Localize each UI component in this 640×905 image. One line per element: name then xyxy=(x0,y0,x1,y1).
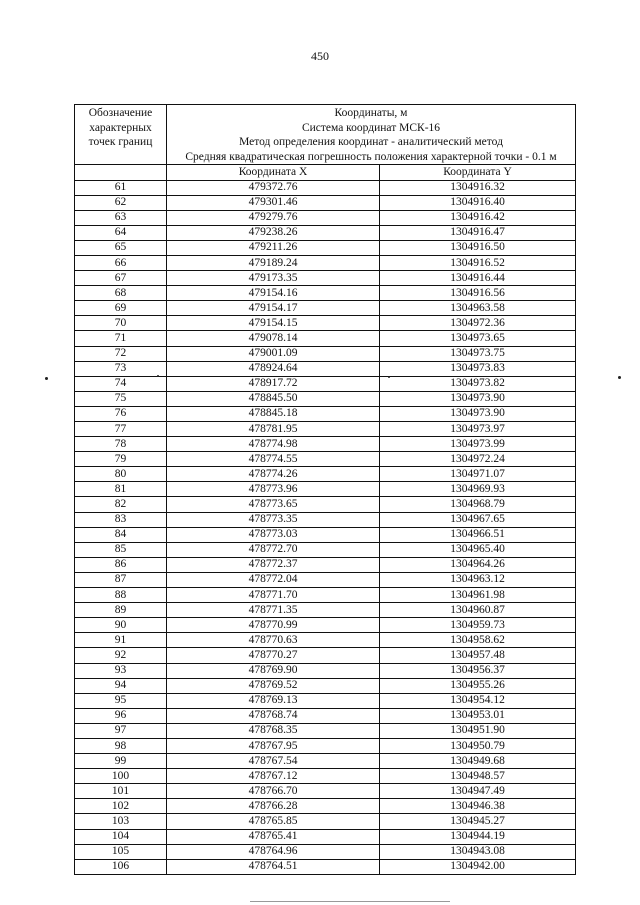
coordinates-table xyxy=(74,104,576,875)
table-row xyxy=(75,814,576,829)
x-coordinate-cell: 478924.64 xyxy=(167,361,380,376)
y-coordinate-cell: 1304973.75 xyxy=(380,346,576,361)
point-number-cell: 72 xyxy=(75,346,167,361)
table-row xyxy=(75,678,576,693)
point-number-cell: 103 xyxy=(75,814,167,829)
y-coordinate-cell: 1304972.24 xyxy=(380,452,576,467)
point-number-cell: 98 xyxy=(75,738,167,753)
point-number-cell: 64 xyxy=(75,225,167,240)
y-coordinate-header: Координата Y xyxy=(380,165,576,181)
y-coordinate-cell: 1304944.19 xyxy=(380,829,576,844)
table-row xyxy=(75,331,576,346)
table-row xyxy=(75,346,576,361)
table-row xyxy=(75,497,576,512)
y-coordinate-cell: 1304916.50 xyxy=(380,240,576,255)
y-coordinate-cell: 1304958.62 xyxy=(380,633,576,648)
table-row xyxy=(75,437,576,452)
table-row xyxy=(75,210,576,225)
table-row xyxy=(75,467,576,482)
x-coordinate-cell: 478769.90 xyxy=(167,663,380,678)
y-coordinate-cell: 1304943.08 xyxy=(380,844,576,859)
x-coordinate-cell: 478769.13 xyxy=(167,693,380,708)
y-coordinate-cell: 1304968.79 xyxy=(380,497,576,512)
y-coordinate-cell: 1304947.49 xyxy=(380,784,576,799)
y-coordinate-cell: 1304957.48 xyxy=(380,648,576,663)
y-coordinate-cell: 1304949.68 xyxy=(380,754,576,769)
table-row xyxy=(75,527,576,542)
point-number-cell: 102 xyxy=(75,799,167,814)
x-coordinate-cell: 478771.70 xyxy=(167,588,380,603)
x-coordinate-cell: 479301.46 xyxy=(167,195,380,210)
point-number-cell: 90 xyxy=(75,618,167,633)
table-row xyxy=(75,754,576,769)
scan-speck-left xyxy=(45,377,48,380)
point-number-cell: 105 xyxy=(75,844,167,859)
y-coordinate-cell: 1304954.12 xyxy=(380,693,576,708)
y-coordinate-cell: 1304942.00 xyxy=(380,859,576,874)
y-coordinate-cell: 1304945.27 xyxy=(380,814,576,829)
x-coordinate-cell: 478767.12 xyxy=(167,769,380,784)
x-coordinate-cell: 478767.54 xyxy=(167,754,380,769)
y-coordinate-cell: 1304916.56 xyxy=(380,286,576,301)
y-coordinate-cell: 1304950.79 xyxy=(380,738,576,753)
x-coordinate-cell: 478773.35 xyxy=(167,512,380,527)
table-row xyxy=(75,255,576,270)
y-coordinate-cell: 1304946.38 xyxy=(380,799,576,814)
table-row xyxy=(75,663,576,678)
table-row xyxy=(75,512,576,527)
y-coordinate-cell: 1304916.40 xyxy=(380,195,576,210)
point-number-cell: 76 xyxy=(75,406,167,421)
table-row xyxy=(75,784,576,799)
scan-speck-cell xyxy=(157,375,159,377)
table-row xyxy=(75,376,576,391)
y-coordinate-cell: 1304966.51 xyxy=(380,527,576,542)
point-number-cell: 70 xyxy=(75,316,167,331)
y-coordinate-cell: 1304967.65 xyxy=(380,512,576,527)
x-coordinate-cell: 478771.35 xyxy=(167,603,380,618)
x-coordinate-cell: 479372.76 xyxy=(167,180,380,195)
point-number-cell: 106 xyxy=(75,859,167,874)
x-coordinate-cell: 478768.35 xyxy=(167,723,380,738)
table-row xyxy=(75,708,576,723)
header-title-line: Метод определения координат - аналитический метод xyxy=(239,136,503,148)
y-coordinate-cell: 1304973.82 xyxy=(380,376,576,391)
table-row xyxy=(75,557,576,572)
y-coordinate-cell: 1304960.87 xyxy=(380,603,576,618)
table-row xyxy=(75,452,576,467)
point-number-cell: 63 xyxy=(75,210,167,225)
point-number-cell: 74 xyxy=(75,376,167,391)
table-row xyxy=(75,240,576,255)
point-number-cell: 75 xyxy=(75,391,167,406)
table-row xyxy=(75,859,576,874)
header-title-line: Средняя квадратическая погрешность положения характерной точки - 0.1 м xyxy=(185,150,557,163)
scan-edge-line xyxy=(250,901,450,902)
table-row xyxy=(75,769,576,784)
y-coordinate-cell: 1304973.90 xyxy=(380,406,576,421)
table-row xyxy=(75,633,576,648)
point-number-cell: 97 xyxy=(75,723,167,738)
point-number-cell: 91 xyxy=(75,633,167,648)
x-coordinate-cell: 478781.95 xyxy=(167,422,380,437)
table-row xyxy=(75,422,576,437)
table-row xyxy=(75,225,576,240)
table-row xyxy=(75,406,576,421)
point-number-cell: 93 xyxy=(75,663,167,678)
point-number-cell: 82 xyxy=(75,497,167,512)
x-coordinate-cell: 478773.96 xyxy=(167,482,380,497)
x-coordinate-cell: 479001.09 xyxy=(167,346,380,361)
point-number-cell: 71 xyxy=(75,331,167,346)
table-row xyxy=(75,316,576,331)
y-coordinate-cell: 1304973.65 xyxy=(380,331,576,346)
point-number-cell: 92 xyxy=(75,648,167,663)
x-coordinate-cell: 478845.50 xyxy=(167,391,380,406)
point-number-cell: 95 xyxy=(75,693,167,708)
point-number-cell: 67 xyxy=(75,271,167,286)
scan-speck-cell xyxy=(388,376,390,378)
point-number-cell: 85 xyxy=(75,542,167,557)
y-coordinate-cell: 1304964.26 xyxy=(380,557,576,572)
x-coordinate-cell: 478770.99 xyxy=(167,618,380,633)
x-coordinate-cell: 478774.55 xyxy=(167,452,380,467)
x-coordinate-cell: 478770.63 xyxy=(167,633,380,648)
table-row xyxy=(75,844,576,859)
x-coordinate-cell: 478772.70 xyxy=(167,542,380,557)
point-number-cell: 99 xyxy=(75,754,167,769)
table-row xyxy=(75,542,576,557)
page-number: 450 xyxy=(311,49,329,63)
table-row xyxy=(75,603,576,618)
x-coordinate-header: Координата X xyxy=(167,165,380,181)
y-coordinate-cell: 1304916.47 xyxy=(380,225,576,240)
x-coordinate-cell: 478768.74 xyxy=(167,708,380,723)
table-row xyxy=(75,738,576,753)
coordinates-system-header xyxy=(167,105,576,165)
table-row xyxy=(75,195,576,210)
x-coordinate-cell: 479154.17 xyxy=(167,301,380,316)
blank-header-cell xyxy=(75,165,167,181)
table-row xyxy=(75,799,576,814)
y-coordinate-cell: 1304956.37 xyxy=(380,663,576,678)
point-number-cell: 96 xyxy=(75,708,167,723)
table-row xyxy=(75,723,576,738)
x-coordinate-cell: 478770.27 xyxy=(167,648,380,663)
table-row xyxy=(75,271,576,286)
table-row xyxy=(75,572,576,587)
table-row xyxy=(75,301,576,316)
point-number-cell: 66 xyxy=(75,255,167,270)
x-coordinate-cell: 478917.72 xyxy=(167,376,380,391)
x-coordinate-cell: 478769.52 xyxy=(167,678,380,693)
point-number-cell: 86 xyxy=(75,557,167,572)
point-number-cell: 104 xyxy=(75,829,167,844)
point-number-cell: 78 xyxy=(75,437,167,452)
x-coordinate-cell: 478773.03 xyxy=(167,527,380,542)
y-coordinate-cell: 1304965.40 xyxy=(380,542,576,557)
point-number-cell: 88 xyxy=(75,588,167,603)
y-coordinate-cell: 1304963.58 xyxy=(380,301,576,316)
y-coordinate-cell: 1304969.93 xyxy=(380,482,576,497)
x-coordinate-cell: 478767.95 xyxy=(167,738,380,753)
header-title-line: Координаты, м xyxy=(334,107,408,119)
point-number-cell: 84 xyxy=(75,527,167,542)
x-coordinate-cell: 479189.24 xyxy=(167,255,380,270)
table-row xyxy=(75,618,576,633)
y-coordinate-cell: 1304963.12 xyxy=(380,572,576,587)
y-coordinate-cell: 1304953.01 xyxy=(380,708,576,723)
table-body xyxy=(75,180,576,874)
scan-speck-right xyxy=(618,376,621,379)
table-header xyxy=(75,105,576,181)
y-coordinate-cell: 1304973.83 xyxy=(380,361,576,376)
y-coordinate-cell: 1304955.26 xyxy=(380,678,576,693)
x-coordinate-cell: 478765.41 xyxy=(167,829,380,844)
x-coordinate-cell: 478772.04 xyxy=(167,572,380,587)
table-row xyxy=(75,648,576,663)
point-number-cell: 83 xyxy=(75,512,167,527)
x-coordinate-cell: 478774.26 xyxy=(167,467,380,482)
point-number-cell: 61 xyxy=(75,180,167,195)
point-number-cell: 73 xyxy=(75,361,167,376)
point-number-cell: 80 xyxy=(75,467,167,482)
y-coordinate-cell: 1304973.99 xyxy=(380,437,576,452)
y-coordinate-cell: 1304916.52 xyxy=(380,255,576,270)
point-number-cell: 68 xyxy=(75,286,167,301)
y-coordinate-cell: 1304959.73 xyxy=(380,618,576,633)
x-coordinate-cell: 479154.16 xyxy=(167,286,380,301)
point-number-cell: 94 xyxy=(75,678,167,693)
x-coordinate-cell: 478765.85 xyxy=(167,814,380,829)
point-number-cell: 87 xyxy=(75,572,167,587)
y-coordinate-cell: 1304948.57 xyxy=(380,769,576,784)
point-number-cell: 89 xyxy=(75,603,167,618)
x-coordinate-cell: 479279.76 xyxy=(167,210,380,225)
x-coordinate-cell: 478764.51 xyxy=(167,859,380,874)
x-coordinate-cell: 479173.35 xyxy=(167,271,380,286)
x-coordinate-cell: 478774.98 xyxy=(167,437,380,452)
x-coordinate-cell: 478766.28 xyxy=(167,799,380,814)
y-coordinate-cell: 1304971.07 xyxy=(380,467,576,482)
y-coordinate-cell: 1304916.42 xyxy=(380,210,576,225)
x-coordinate-cell: 478766.70 xyxy=(167,784,380,799)
table-row xyxy=(75,180,576,195)
point-number-cell: 81 xyxy=(75,482,167,497)
table-row xyxy=(75,391,576,406)
x-coordinate-cell: 479238.26 xyxy=(167,225,380,240)
table-row xyxy=(75,482,576,497)
y-coordinate-cell: 1304951.90 xyxy=(380,723,576,738)
y-coordinate-cell: 1304973.97 xyxy=(380,422,576,437)
point-number-cell: 62 xyxy=(75,195,167,210)
y-coordinate-cell: 1304972.36 xyxy=(380,316,576,331)
table-row xyxy=(75,693,576,708)
point-number-cell: 100 xyxy=(75,769,167,784)
x-coordinate-cell: 479078.14 xyxy=(167,331,380,346)
x-coordinate-cell: 479211.26 xyxy=(167,240,380,255)
point-number-cell: 79 xyxy=(75,452,167,467)
point-number-cell: 77 xyxy=(75,422,167,437)
y-coordinate-cell: 1304916.32 xyxy=(380,180,576,195)
table-row xyxy=(75,588,576,603)
header-title-line: Система координат МСК-16 xyxy=(301,121,441,134)
y-coordinate-cell: 1304973.90 xyxy=(380,391,576,406)
point-number-cell: 65 xyxy=(75,240,167,255)
table-row xyxy=(75,286,576,301)
x-coordinate-cell: 478773.65 xyxy=(167,497,380,512)
table-row xyxy=(75,829,576,844)
point-number-cell: 69 xyxy=(75,301,167,316)
point-designation-header: Обозначение характерных точек границ xyxy=(75,105,167,165)
x-coordinate-cell: 478772.37 xyxy=(167,557,380,572)
x-coordinate-cell: 479154.15 xyxy=(167,316,380,331)
x-coordinate-cell: 478764.96 xyxy=(167,844,380,859)
x-coordinate-cell: 478845.18 xyxy=(167,406,380,421)
table-row xyxy=(75,361,576,376)
y-coordinate-cell: 1304961.98 xyxy=(380,588,576,603)
y-coordinate-cell: 1304916.44 xyxy=(380,271,576,286)
point-number-cell: 101 xyxy=(75,784,167,799)
